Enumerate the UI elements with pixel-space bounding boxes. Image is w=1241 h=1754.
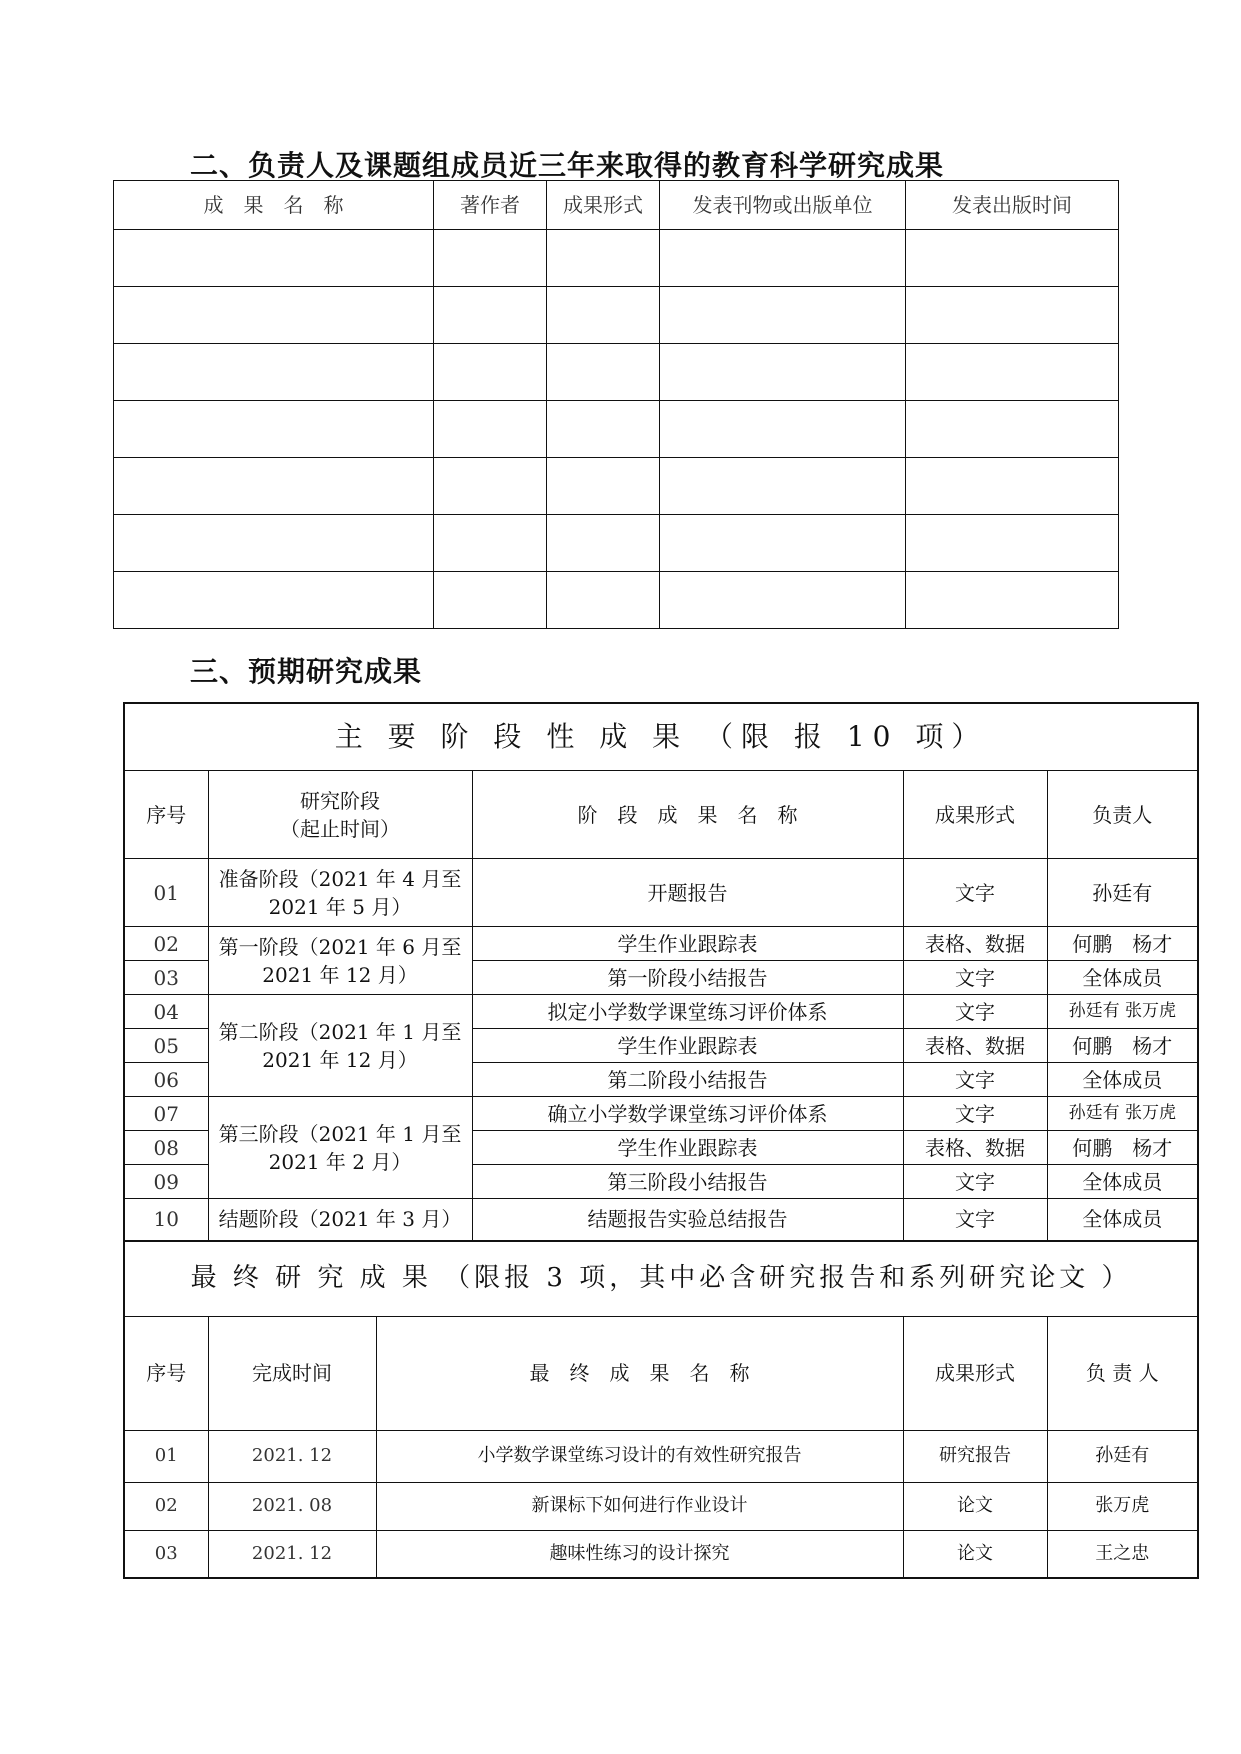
table-cell: [547, 230, 660, 287]
final-row-owner: 张万虎: [1047, 1482, 1198, 1530]
row-no: 01: [124, 859, 208, 927]
final-row-time: 2021. 08: [208, 1482, 376, 1530]
row-no: 02: [124, 927, 208, 961]
table-cell: [547, 287, 660, 344]
table-cell: [547, 458, 660, 515]
row-form: 文字: [903, 1097, 1047, 1131]
row-owner: 全体成员: [1047, 1199, 1198, 1241]
header-date: 发表出版时间: [906, 181, 1119, 230]
table-cell: [660, 572, 906, 629]
row-no: 06: [124, 1063, 208, 1097]
final-row-owner: 王之忠: [1047, 1530, 1198, 1578]
row-name: 结题报告实验总结报告: [472, 1199, 903, 1241]
table-cell: [114, 344, 434, 401]
stage-header-form: 成果形式: [903, 771, 1047, 859]
row-name: 第二阶段小结报告: [472, 1063, 903, 1097]
final-header-no: 序号: [124, 1316, 208, 1430]
phase-cell: 第二阶段（2021 年 1 月至 2021 年 12 月）: [208, 995, 472, 1097]
table-row: [124, 1430, 1198, 1482]
row-form: 表格、数据: [903, 1131, 1047, 1165]
row-name: 开题报告: [472, 859, 903, 927]
table-row: [114, 572, 1119, 629]
table-cell: [906, 287, 1119, 344]
stage-header-no: 序号: [124, 771, 208, 859]
row-no: 09: [124, 1165, 208, 1199]
table-row: [114, 458, 1119, 515]
section3-heading: 三、预期研究成果: [190, 655, 423, 688]
row-owner: 孙廷有 张万虎: [1047, 1097, 1198, 1131]
row-owner: 孙廷有: [1047, 859, 1198, 927]
phase-cell: 第一阶段（2021 年 6 月至 2021 年 12 月）: [208, 927, 472, 995]
row-form: 文字: [903, 961, 1047, 995]
table-cell: [660, 515, 906, 572]
stage-header-phase-line1: 研究阶段: [300, 788, 380, 813]
row-form: 表格、数据: [903, 1029, 1047, 1063]
final-row-name: 趣味性练习的设计探究: [376, 1530, 903, 1578]
table-cell: [114, 401, 434, 458]
table-cell: [660, 287, 906, 344]
table-row: [124, 1199, 1198, 1241]
final-row-time: 2021. 12: [208, 1530, 376, 1578]
row-name: 第三阶段小结报告: [472, 1165, 903, 1199]
row-no: 03: [124, 961, 208, 995]
final-header-form: 成果形式: [903, 1316, 1047, 1430]
table-cell: [434, 287, 547, 344]
table-cell: [434, 401, 547, 458]
row-name: 学生作业跟踪表: [472, 1131, 903, 1165]
header-form: 成果形式: [547, 181, 660, 230]
table-cell: [547, 344, 660, 401]
final-row-form: 研究报告: [903, 1430, 1047, 1482]
header-author: 著作者: [434, 181, 547, 230]
row-name: 学生作业跟踪表: [472, 927, 903, 961]
final-results-banner: 最 终 研 究 成 果 （限报 3 项，其中必含研究报告和系列研究论文 ）: [124, 1241, 1198, 1317]
table-header-row: [114, 181, 1119, 230]
row-name: 学生作业跟踪表: [472, 1029, 903, 1063]
stage-header-owner: 负责人: [1047, 771, 1198, 859]
row-form: 文字: [903, 1199, 1047, 1241]
row-name: 拟定小学数学课堂练习评价体系: [472, 995, 903, 1029]
table-cell: [906, 344, 1119, 401]
table-cell: [660, 230, 906, 287]
row-owner: 全体成员: [1047, 1165, 1198, 1199]
stage-header-name: 阶 段 成 果 名 称: [472, 771, 903, 859]
stage-header-row: [124, 771, 1198, 859]
final-row-form: 论文: [903, 1482, 1047, 1530]
final-row-time: 2021. 12: [208, 1430, 376, 1482]
expected-results-table: [123, 702, 1199, 1579]
row-form: 表格、数据: [903, 927, 1047, 961]
row-owner: 孙廷有 张万虎: [1047, 995, 1198, 1029]
final-header-name: 最 终 成 果 名 称: [376, 1316, 903, 1430]
table-row: [114, 344, 1119, 401]
table-row: [124, 927, 1198, 961]
stage-header-phase-line2: （起止时间）: [280, 816, 400, 841]
table-row: [114, 287, 1119, 344]
table-cell: [114, 572, 434, 629]
table-row: [114, 401, 1119, 458]
table-cell: [547, 401, 660, 458]
row-owner: 何鹏 杨才: [1047, 927, 1198, 961]
row-form: 文字: [903, 1165, 1047, 1199]
final-row-name: 小学数学课堂练习设计的有效性研究报告: [376, 1430, 903, 1482]
table-cell: [547, 515, 660, 572]
table-row: [124, 1097, 1198, 1131]
table-cell: [906, 458, 1119, 515]
row-form: 文字: [903, 1063, 1047, 1097]
table-cell: [434, 515, 547, 572]
section2-heading: 二、负责人及课题组成员近三年来取得的教育科学研究成果: [190, 149, 945, 182]
table-cell: [434, 458, 547, 515]
row-no: 05: [124, 1029, 208, 1063]
final-row-no: 01: [124, 1430, 208, 1482]
table-cell: [434, 230, 547, 287]
table-row: [114, 230, 1119, 287]
final-header-row: [124, 1316, 1198, 1430]
row-no: 07: [124, 1097, 208, 1131]
table-cell: [114, 230, 434, 287]
final-row-no: 03: [124, 1530, 208, 1578]
final-row-owner: 孙廷有: [1047, 1430, 1198, 1482]
table-cell: [434, 572, 547, 629]
table-row: [124, 1530, 1198, 1578]
table-row: [124, 859, 1198, 927]
table-cell: [906, 401, 1119, 458]
row-no: 04: [124, 995, 208, 1029]
header-publisher: 发表刊物或出版单位: [660, 181, 906, 230]
final-row-form: 论文: [903, 1530, 1047, 1578]
table-cell: [660, 344, 906, 401]
final-header-time: 完成时间: [208, 1316, 376, 1430]
table-cell: [906, 230, 1119, 287]
table-cell: [660, 401, 906, 458]
table-cell: [114, 515, 434, 572]
table-row: [114, 515, 1119, 572]
phase-cell: 第三阶段（2021 年 1 月至 2021 年 2 月）: [208, 1097, 472, 1199]
row-owner: 何鹏 杨才: [1047, 1029, 1198, 1063]
row-no: 08: [124, 1131, 208, 1165]
final-row-name: 新课标下如何进行作业设计: [376, 1482, 903, 1530]
table-cell: [906, 572, 1119, 629]
stage-results-banner: 主 要 阶 段 性 成 果 （限 报 10 项）: [124, 703, 1198, 771]
final-header-owner: 负 责 人: [1047, 1316, 1198, 1430]
table-cell: [660, 458, 906, 515]
phase-cell: 结题阶段（2021 年 3 月）: [208, 1199, 472, 1241]
table-cell: [547, 572, 660, 629]
table-row: [124, 1482, 1198, 1530]
row-name: 确立小学数学课堂练习评价体系: [472, 1097, 903, 1131]
stage-header-phase: [208, 771, 472, 859]
phase-cell: 准备阶段（2021 年 4 月至 2021 年 5 月）: [208, 859, 472, 927]
table-row: [124, 995, 1198, 1029]
research-achievements-table: [113, 180, 1119, 629]
final-row-no: 02: [124, 1482, 208, 1530]
row-owner: 全体成员: [1047, 961, 1198, 995]
table-cell: [114, 458, 434, 515]
row-owner: 何鹏 杨才: [1047, 1131, 1198, 1165]
row-no: 10: [124, 1199, 208, 1241]
row-form: 文字: [903, 859, 1047, 927]
header-name: 成 果 名 称: [114, 181, 434, 230]
row-name: 第一阶段小结报告: [472, 961, 903, 995]
table-cell: [434, 344, 547, 401]
table-cell: [114, 287, 434, 344]
row-owner: 全体成员: [1047, 1063, 1198, 1097]
table-cell: [906, 515, 1119, 572]
row-form: 文字: [903, 995, 1047, 1029]
